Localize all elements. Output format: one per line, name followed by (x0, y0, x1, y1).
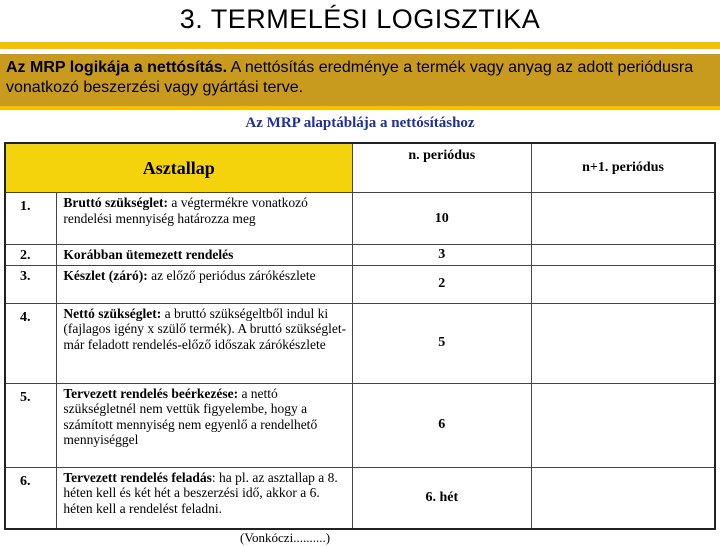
row-value-period-n1 (532, 193, 715, 245)
row-number: 6. (5, 467, 57, 529)
intro-box (0, 54, 720, 106)
intro-bold-text: Az MRP logikája a nettósítás. (6, 59, 228, 76)
row-number: 2. (5, 245, 57, 266)
table-header-row (5, 143, 715, 193)
header-period-n1: n+1. periódus (532, 143, 715, 193)
row-value-period-n1 (532, 467, 715, 529)
row-value-period-n1 (532, 265, 715, 303)
row-value-period-n: 6. hét (352, 467, 531, 529)
row-explanation: az előző periódus zárókészlete (147, 267, 316, 283)
table-row (5, 245, 715, 266)
row-description (57, 245, 352, 266)
row-value-period-n: 3 (352, 245, 531, 266)
row-description (57, 193, 352, 245)
row-term: Korábban ütemezett rendelés (63, 247, 234, 262)
intro-underline-bar (0, 106, 720, 110)
row-value-period-n: 10 (352, 193, 531, 245)
row-term: Tervezett rendelés feladás (63, 469, 212, 485)
slide-title: 3. TERMELÉSI LOGISZTIKA (179, 4, 541, 34)
table-row (5, 383, 715, 467)
row-value-period-n1 (532, 303, 715, 383)
table-row (5, 193, 715, 245)
row-description (57, 383, 352, 467)
header-period-n: n. periódus (352, 143, 531, 193)
row-number: 3. (5, 265, 57, 303)
mrp-table (4, 142, 716, 530)
table-row (5, 303, 715, 383)
table-row (5, 265, 715, 303)
table-row (5, 467, 715, 529)
row-value-period-n: 6 (352, 383, 531, 467)
row-explanation: : ha pl. az asztallap a 8. héten kell és két hét a beszerzési idő, akkor a 6. héten kell a rendelést feladni. (63, 469, 338, 516)
row-number: 5. (5, 383, 57, 467)
row-term: Készlet (záró): (63, 267, 148, 283)
row-description (57, 467, 352, 529)
row-explanation: a nettó szükségletnél nem vettük figyelembe, hogy a számított mennyiség nem egyenlő a rendelhető mennyiséggel (63, 385, 318, 447)
row-value-period-n1 (532, 245, 715, 266)
row-description (57, 265, 352, 303)
row-explanation: a bruttó szükségeltből indul ki (fajlagos igény x szülő termék). A bruttó szükséglet-már feladott rendelés-előző időszak zárókészlete (63, 305, 347, 352)
intro-text: A nettósítás eredménye a termék vagy anyag az adott periódusra vonatkozó beszerzési vagy gyártási terve. (6, 59, 694, 96)
table-caption: Az MRP alaptáblája a nettósításhoz (245, 115, 475, 131)
header-asztallap: Asztallap (5, 143, 352, 193)
row-explanation: a végtermékre vonatkozó rendelési mennyiség határozza meg (63, 195, 308, 226)
row-description (57, 303, 352, 383)
row-number: 4. (5, 303, 57, 383)
row-value-period-n1 (532, 383, 715, 467)
row-value-period-n: 2 (352, 265, 531, 303)
footer-source-fragment: (Vonkóczi..........) (240, 530, 331, 545)
title-underline-bar (0, 42, 720, 49)
row-term: Bruttó szükséglet: (63, 195, 169, 210)
row-term: Nettó szükséglet: (63, 305, 162, 321)
row-term: Tervezett rendelés beérkezése: (63, 385, 239, 401)
row-value-period-n: 5 (352, 303, 531, 383)
row-number: 1. (5, 193, 57, 245)
